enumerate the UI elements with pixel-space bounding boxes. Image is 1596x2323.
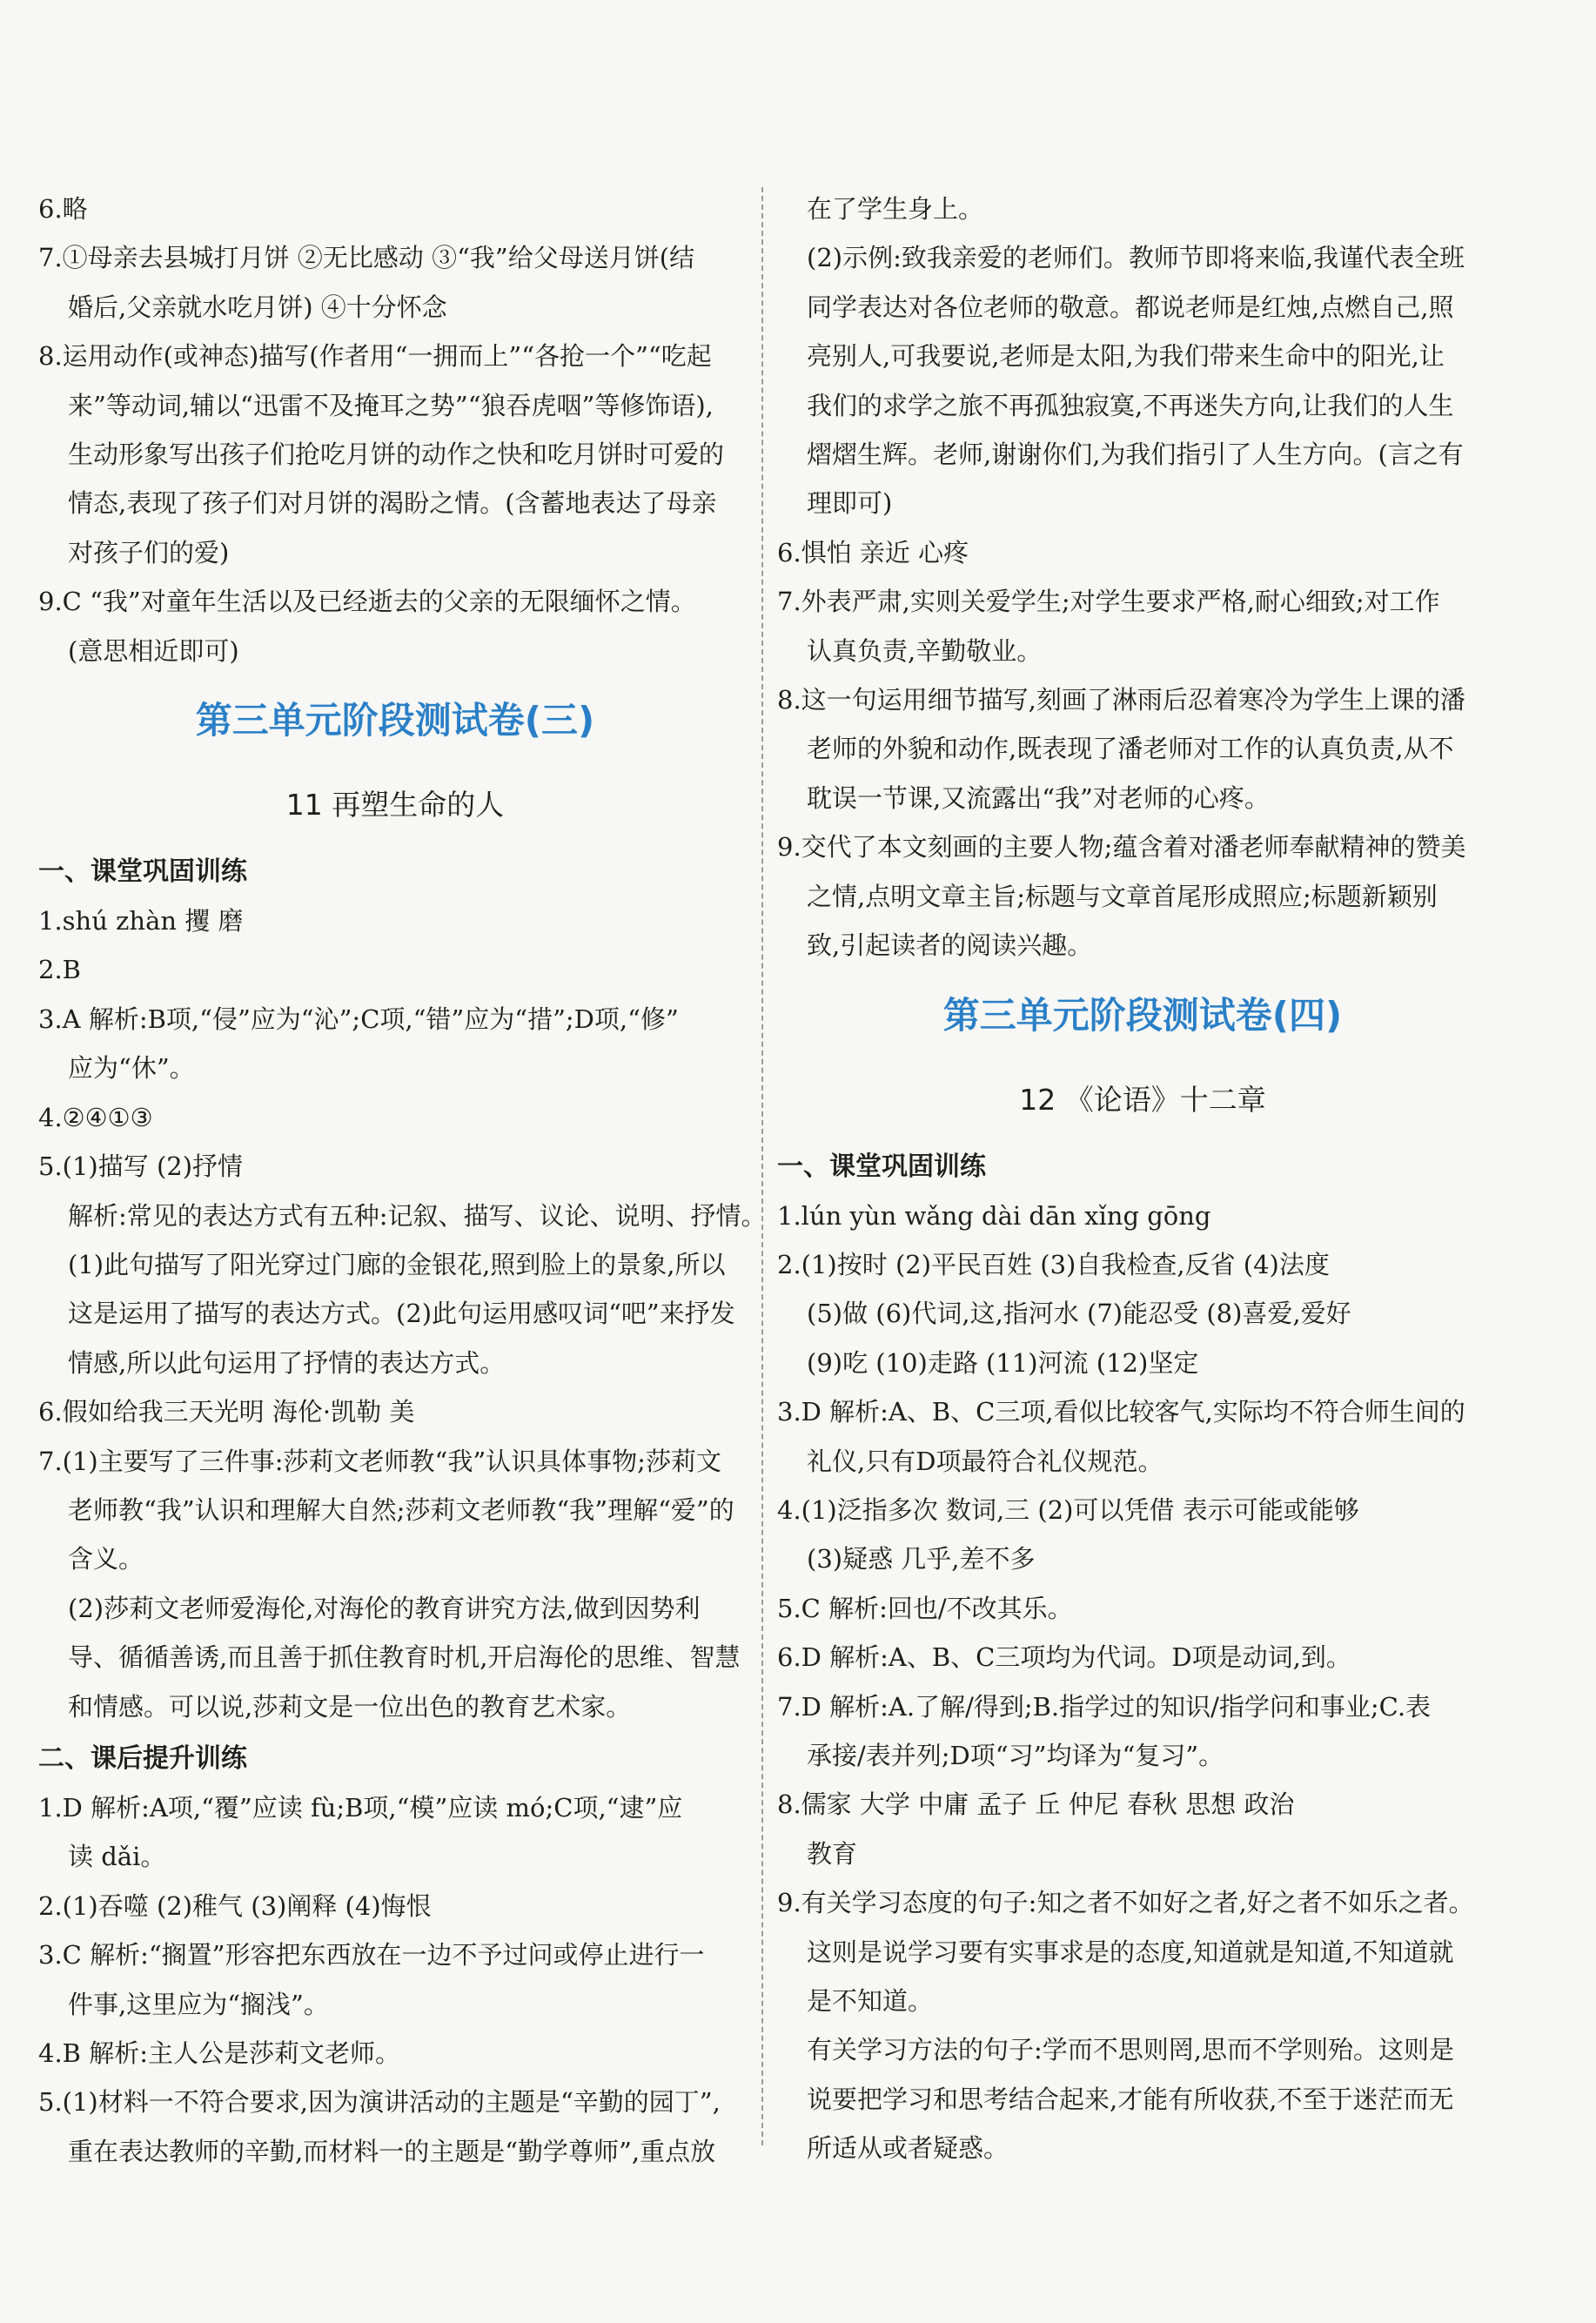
answer-line: 这是运用了描写的表达方式。(2)此句运用感叹词“吧”来抒发: [68, 1299, 735, 1329]
answer-line: 所适从或者疑惑。: [807, 2133, 1009, 2164]
answer-line: 件事,这里应为“搁浅”。: [68, 1989, 329, 2019]
answer-line: 理即可): [807, 488, 893, 519]
answer-line: 3.D 解析:A、B、C三项,看似比较客气,实际均不符合师生间的: [777, 1397, 1465, 1427]
answer-line: 我们的求学之旅不再孤独寂寞,不再迷失方向,让我们的人生: [807, 390, 1454, 420]
answer-line: 9.交代了本文刻画的主要人物;蕴含着对潘老师奉献精神的赞美: [777, 832, 1466, 863]
answer-line: 老师的外貌和动作,既表现了潘老师对工作的认真负责,从不: [807, 734, 1454, 764]
answer-line: 教育: [807, 1838, 858, 1869]
answer-line: 对孩子们的爱): [68, 537, 230, 567]
answer-line: 应为“休”。: [68, 1053, 195, 1084]
answer-line: 导、循循善诱,而且善于抓住教育时机,开启海伦的思维、智慧: [68, 1642, 741, 1673]
answer-line: 情感,所以此句运用了抒情的表达方式。: [68, 1347, 506, 1378]
answer-line: 3.C 解析:“搁置”形容把东西放在一边不予过问或停止进行一: [38, 1940, 705, 1971]
answer-line: 说要把学习和思考结合起来,才能有所收获,不至于迷茫而无: [807, 2084, 1454, 2114]
answer-line: 和情感。可以说,莎莉文是一位出色的教育艺术家。: [68, 1691, 632, 1722]
answer-line: (2)莎莉文老师爱海伦,对海伦的教育讲究方法,做到因势利: [68, 1593, 701, 1623]
section-heading: 一、课堂巩固训练: [38, 856, 247, 888]
answer-line: 1.D 解析:A项,“覆”应读 fù;B项,“模”应读 mó;C项,“逮”应: [38, 1792, 683, 1823]
answer-line: 熠熠生辉。老师,谢谢你们,为我们指引了人生方向。(言之有: [807, 440, 1464, 470]
answer-line: 2.(1)按时 (2)平民百姓 (3)自我检查,反省 (4)法度: [777, 1249, 1330, 1279]
column-divider: [761, 187, 763, 2145]
answer-line: 7.D 解析:A.了解/得到;B.指学过的知识/指学问和事业;C.表: [777, 1691, 1432, 1722]
section-heading: 二、课后提升训练: [38, 1742, 247, 1774]
answer-line: 老师教“我”认识和理解大自然;莎莉文老师教“我”理解“爱”的: [68, 1494, 734, 1525]
answer-line: 之情,点明文章主旨;标题与文章首尾形成照应;标题新颖别: [807, 881, 1438, 911]
answer-line: 4.②④①③: [38, 1102, 153, 1132]
answer-line: 重在表达教师的辛勤,而材料一的主题是“勤学尊师”,重点放: [68, 2136, 716, 2166]
answer-line: 1.lún yùn wǎng dài dān xǐng gōng: [777, 1200, 1211, 1231]
answer-line: 是不知道。: [807, 1986, 934, 2016]
answer-line: 1.shú zhàn 攫 磨: [38, 906, 244, 937]
answer-line: 解析:常见的表达方式有五种:记叙、描写、议论、说明、抒情。: [68, 1200, 767, 1231]
answer-line: 2.(1)吞噬 (2)稚气 (3)阐释 (4)悔恨: [38, 1890, 432, 1921]
answer-line: 7.①母亲去县城打月饼 ②无比感动 ③“我”给父母送月饼(结: [38, 243, 695, 273]
answer-line: 含义。: [68, 1544, 144, 1574]
answer-line: 8.运用动作(或神态)描写(作者用“一拥而上”“各抢一个”“吃起: [38, 341, 712, 372]
answer-line: 来”等动词,辅以“迅雷不及掩耳之势”“狼吞虎咽”等修饰语),: [68, 390, 714, 420]
answer-line: 6.惧怕 亲近 心疼: [777, 537, 969, 567]
answer-line: (意思相近即可): [68, 635, 239, 666]
answer-line: 6.D 解析:A、B、C三项均为代词。D项是动词,到。: [777, 1642, 1351, 1673]
answer-line: 致,引起读者的阅读兴趣。: [807, 930, 1093, 961]
answer-line: 6.假如给我三天光明 海伦·凯勒 美: [38, 1397, 415, 1427]
answer-line: 9.有关学习态度的句子:知之者不如好之者,好之者不如乐之者。: [777, 1888, 1474, 1918]
answer-line: 这则是说学习要有实事求是的态度,知道就是知道,不知道就: [807, 1937, 1454, 1967]
answer-line: 认真负责,辛勤敬业。: [807, 635, 1043, 666]
answer-line: (3)疑惑 几乎,差不多: [807, 1544, 1036, 1574]
answer-line: 同学表达对各位老师的敬意。都说老师是红烛,点燃自己,照: [807, 292, 1454, 322]
lesson-title: 11 再塑生命的人: [285, 788, 505, 822]
answer-line: 4.(1)泛指多次 数词,三 (2)可以凭借 表示可能或能够: [777, 1494, 1359, 1525]
answer-line: 在了学生身上。: [807, 194, 984, 224]
lesson-title: 12 《论语》十二章: [1019, 1082, 1266, 1117]
answer-line: 礼仪,只有D项最符合礼仪规范。: [807, 1446, 1163, 1476]
answer-line: 5.(1)描写 (2)抒情: [38, 1151, 244, 1182]
answer-line: 4.B 解析:主人公是莎莉文老师。: [38, 2038, 400, 2068]
answer-line: 9.C “我”对童年生活以及已经逝去的父亲的无限缅怀之情。: [38, 587, 696, 617]
left-column: [38, 185, 767, 2176]
answer-line: 7.外表严肃,实则关爱学生;对学生要求严格,耐心细致;对工作: [777, 587, 1440, 617]
answer-line: 亮别人,可我要说,老师是太阳,为我们带来生命中的阳光,让: [807, 341, 1445, 372]
answer-line: 读 dǎi。: [68, 1842, 166, 1872]
answer-line: (1)此句描写了阳光穿过门廊的金银花,照到脸上的景象,所以: [68, 1249, 726, 1279]
section-heading: 一、课堂巩固训练: [777, 1151, 986, 1182]
answer-line: 8.儒家 大学 中庸 孟子 丘 仲尼 春秋 思想 政治: [777, 1789, 1295, 1820]
answer-line: 5.(1)材料一不符合要求,因为演讲活动的主题是“辛勤的园丁”,: [38, 2087, 721, 2118]
answer-line: 婚后,父亲就水吃月饼) ④十分怀念: [68, 292, 447, 322]
answer-line: 7.(1)主要写了三件事:莎莉文老师教“我”认识具体事物;莎莉文: [38, 1446, 721, 1476]
answer-line: 6.略: [38, 194, 88, 224]
answer-line: 生动形象写出孩子们抢吃月饼的动作之快和吃月饼时可爱的: [68, 440, 725, 470]
answer-line: 3.A 解析:B项,“侵”应为“沁”;C项,“错”应为“措”;D项,“修”: [38, 1004, 679, 1034]
answer-line: 5.C 解析:回也/不改其乐。: [777, 1593, 1073, 1623]
answer-line: 承接/表并列;D项“习”均译为“复习”。: [807, 1740, 1224, 1770]
answer-line: 8.这一句运用细节描写,刻画了淋雨后忍着寒冷为学生上课的潘: [777, 685, 1465, 715]
answer-line: (9)吃 (10)走路 (11)河流 (12)坚定: [807, 1347, 1199, 1378]
answer-line: (2)示例:致我亲爱的老师们。教师节即将来临,我谨代表全班: [807, 243, 1465, 273]
answer-line: 情态,表现了孩子们对月饼的渴盼之情。(含蓄地表达了母亲: [68, 488, 717, 519]
unit-test-title: 第三单元阶段测试卷(四): [942, 993, 1343, 1037]
right-column: [777, 185, 1508, 2173]
answer-line: 2.B: [38, 955, 81, 985]
answer-line: 耽误一节课,又流露出“我”对老师的心疼。: [807, 782, 1270, 813]
answer-line: 有关学习方法的句子:学而不思则罔,思而不学则殆。这则是: [807, 2035, 1454, 2065]
unit-test-title: 第三单元阶段测试卷(三): [195, 699, 595, 742]
answer-line: (5)做 (6)代词,这,指河水 (7)能忍受 (8)喜爱,爱好: [807, 1299, 1351, 1329]
